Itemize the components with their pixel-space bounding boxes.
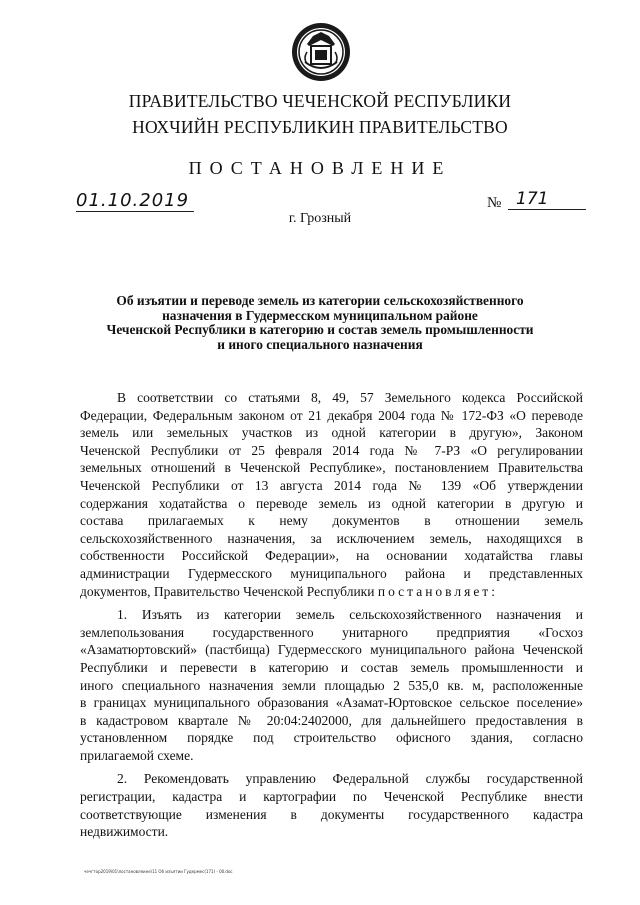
item-1-paragraph — [80, 606, 583, 764]
item-1-line: установленном порядке под строительство офисного здания, согласно — [80, 730, 583, 746]
document-body — [80, 389, 583, 841]
preamble-line: земель или земельных участков из одной категории в другую», Законом — [80, 425, 583, 441]
preamble-line: сельскохозяйственного назначения, за исключением земель, находящихся в — [80, 530, 583, 546]
document-date: 01.10.2019 — [76, 191, 194, 212]
subject-line: Чеченской Республики в категорию и состав земель промышленности — [106, 322, 534, 337]
government-title-chechen: НОХЧИЙН РЕСПУБЛИКИН ПРАВИТЕЛЬСТВО — [132, 117, 508, 137]
document-type-title: ПОСТАНОВЛЕНИЕ — [188, 158, 452, 178]
item-2-line: недвижимости. — [80, 824, 169, 840]
item-1-line: землепользования государственного унитарного предприятия «Госхоз — [80, 624, 583, 640]
decree-word: постановляет: — [377, 583, 498, 599]
preamble-line: земельных отношений в Чеченской Республике», постановлением Правительства — [80, 460, 583, 476]
preamble-line: состава прилагаемых к нему документов в отношении земель — [80, 513, 583, 529]
city-name: г. Грозный — [288, 211, 352, 226]
item-1-line: Республики и перевести в категорию и состав земель промышленности и — [80, 659, 583, 675]
coat-of-arms-icon — [291, 22, 351, 82]
item-1-line: 1. Изъять из категории земель сельскохозяйственного назначения и — [117, 607, 583, 623]
item-2-paragraph — [80, 770, 583, 840]
item-1-line: «Азаматюртовский» (пастбища) Гудермесского муниципального района Чеченской — [80, 642, 583, 658]
item-1-line: в кадастровом квартале № 20:04:2402000, для дальнейшего предоставления в — [80, 712, 583, 728]
preamble-line — [80, 583, 583, 601]
item-1-line: прилагаемой схеме. — [80, 747, 194, 763]
document-subject — [0, 294, 640, 352]
footer-file-path: чечгтор2019\01\постановлеине\11 Об изъятии Гудермес(171) - 00.doc — [84, 869, 233, 874]
preamble-last-text: документов, Правительство Чеченской Республики — [80, 583, 375, 599]
preamble-line: содержания ходатайства о переводе земель из одной категории в другую и — [80, 495, 583, 511]
item-1-line: иного специального назначения земли площадью 2 535,0 кв. м, расположенные — [80, 677, 583, 693]
item-1-line: в границах муниципального образования «Азамат-Юртовское сельское поселение» — [80, 695, 583, 711]
item-2-line: соответствующие изменения в документы государственного кадастра — [80, 806, 583, 822]
item-2-line: 2. Рекомендовать управлению Федеральной службы государственной — [117, 771, 583, 787]
subject-line: Об изъятии и переводе земель из категории сельскохозяйственного — [116, 293, 524, 308]
document-number: 171 — [508, 189, 586, 210]
preamble-line: Федерации, Федеральным законом от 21 декабря 2004 года № 172-ФЗ «О переводе — [80, 407, 583, 423]
preamble-line: администрации Гудермесского муниципального района и представленных — [80, 565, 583, 581]
preamble-line: Чеченской Республики от 13 августа 2014 года № 139 «Об утверждении — [80, 477, 583, 493]
document-number-label: № — [487, 195, 502, 211]
preamble-line: В соответствии со статьями 8, 49, 57 Земельного кодекса Российской — [117, 390, 583, 405]
preamble-paragraph — [80, 389, 583, 600]
preamble-line: Чеченской Республики от 25 февраля 2014 года № 7-РЗ «О регулировании — [80, 442, 583, 458]
item-2-line: регистрации, кадастра и картографии по Чеченской Республике внести — [80, 789, 583, 805]
preamble-line: собственности Российской Федерации», на основании ходатайства главы — [80, 548, 583, 564]
subject-line: назначения в Гудермесском муниципальном районе — [162, 307, 478, 323]
government-title-russian: ПРАВИТЕЛЬСТВО ЧЕЧЕНСКОЙ РЕСПУБЛИКИ — [128, 91, 512, 111]
subject-line: и иного специального назначения — [217, 336, 423, 352]
